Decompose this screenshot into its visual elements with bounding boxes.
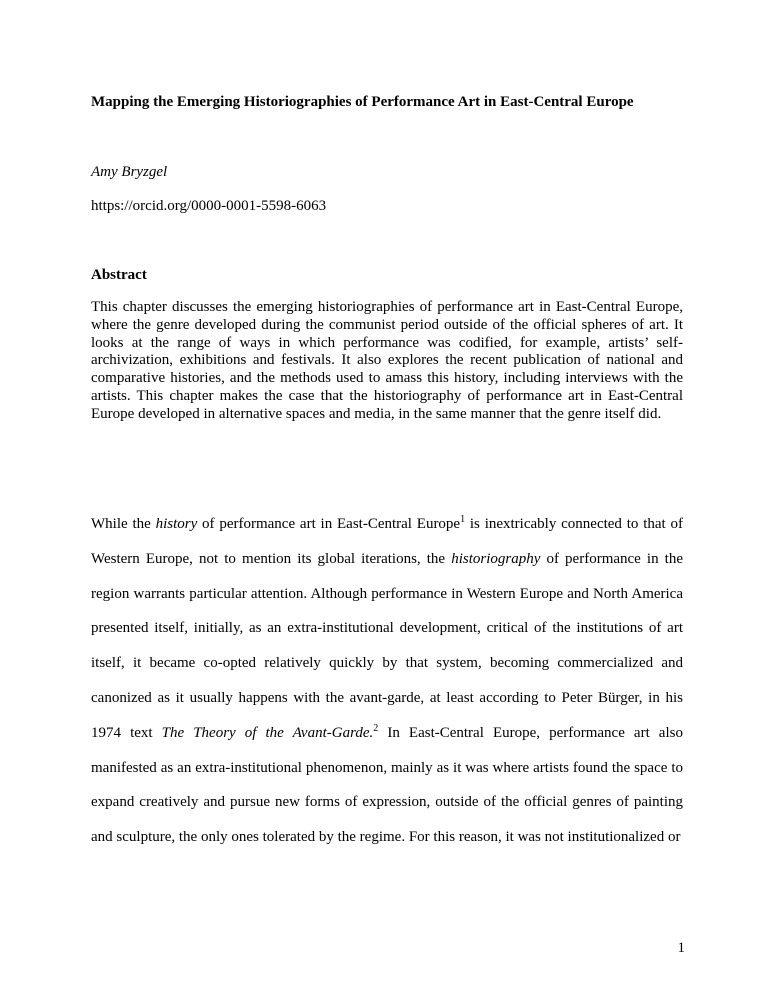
author-name: Amy Bryzgel: [91, 164, 168, 180]
body-text-segment: In East-Central Europe, performance art also manifested as an extra-institutional phenomenon, mainly as it was where artists found the space to expand creatively and pursue new forms of expression, outside of the official genres of painting and sculpture, the only ones tolerated by the regime. For this reason, it was not institutionalized or: [91, 724, 683, 846]
orcid-link[interactable]: https://orcid.org/0000-0001-5598-6063: [91, 198, 327, 214]
footnote-ref-1[interactable]: 1: [460, 514, 466, 525]
emphasis-historiography: historiography: [451, 550, 541, 567]
body-text-segment: While the: [91, 516, 156, 532]
body-text-segment: of performance art in East-Central Europe: [197, 516, 461, 532]
book-title: The Theory of the Avant-Garde.: [161, 724, 374, 741]
footnote-ref-2[interactable]: 2: [373, 722, 379, 734]
page-number: 1: [677, 940, 685, 956]
abstract-heading: Abstract: [91, 267, 147, 283]
body-text-segment: is inextricably connected to that of Western Europe, not to mention its global iterations, the: [91, 516, 683, 567]
paper-title: Mapping the Emerging Historiographies of Performance Art in East-Central Europe: [91, 94, 634, 110]
body-paragraph: [91, 507, 683, 855]
body-text-segment: of performance in the region warrants particular attention. Although performance in Western Europe and North America presented itself, initially, as an extra-institutional development, critical of the institutions of art itself, it became co-opted relatively quickly by that system, becoming commercialized and canonized as it usually happens with the avant-garde, at least according to Peter Bürger, in his 1974 text: [91, 550, 683, 741]
emphasis-history: history: [155, 516, 198, 532]
body-text: [91, 507, 683, 855]
abstract-text: This chapter discusses the emerging historiographies of performance art in East-Central Europe, where the genre developed during the communist period outside of the official spheres of art. It looks at the range of ways in which performance was codified, for example, artists’ self-archivization, exhibitions and festivals. It also explores the recent publication of national and comparative histories, and the methods used to amass this history, including interviews with the artists. This chapter makes the case that the historiography of performance art in East-Central Europe developed in alternative spaces and media, in the same manner that the genre itself did.: [91, 299, 683, 422]
